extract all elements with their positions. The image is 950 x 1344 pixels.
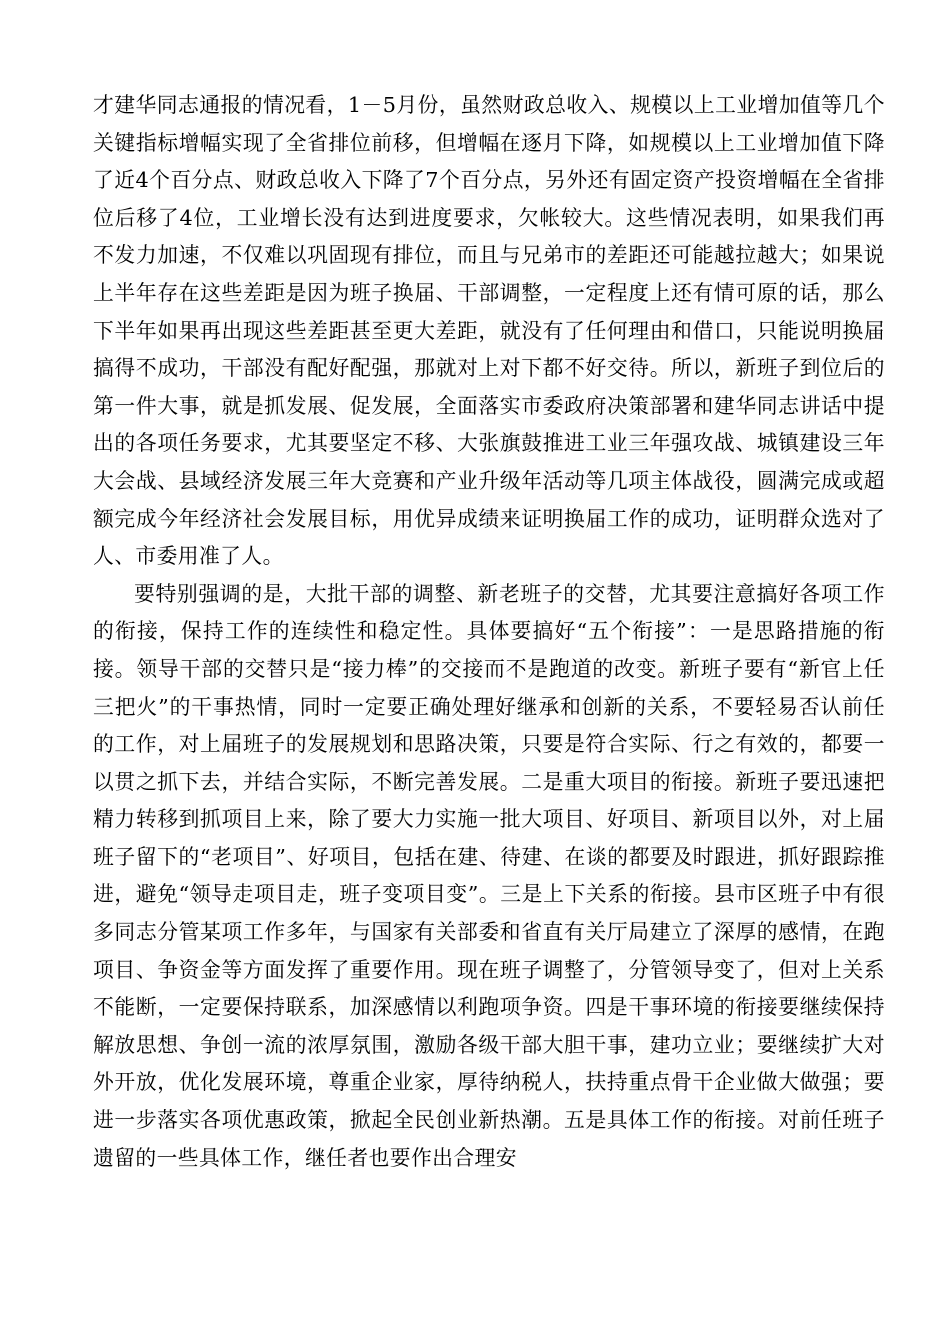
document-page bbox=[93, 87, 885, 1177]
body-paragraph-2: 要特别强调的是，大批干部的调整、新老班子的交替，尤其要注意搞好各项工作的衔接，保持工作的连续性和稳定性。具体要搞好“五个衔接”：一是思路措施的衔接。领导干部的交替只是“接力棒”的交接而不是跑道的改变。新班子要有“新官上任三把火”的干事热情，同时一定要正确处理好继承和创新的关系，不要轻易否认前任的工作，对上届班子的发展规划和思路决策，只要是符合实际、行之有效的，都要一以贯之抓下去，并结合实际，不断完善发展。二是重大项目的衔接。新班子要迅速把精力转移到抓项目上来，除了要大力实施一批大项目、好项目、新项目以外，对上届班子留下的“老项目”、好项目，包括在建、待建、在谈的都要及时跟进，抓好跟踪推进，避免“领导走项目走，班子变项目变”。三是上下关系的衔接。县市区班子中有很多同志分管某项工作多年，与国家有关部委和省直有关厅局建立了深厚的感情，在跑项目、争资金等方面发挥了重要作用。现在班子调整了，分管领导变了，但对上关系不能断，一定要保持联系，加深感情以利跑项争资。四是干事环境的衔接要继续保持解放思想、争创一流的浓厚氛围，激励各级干部大胆干事，建功立业；要继续扩大对外开放，优化发展环境，尊重企业家，厚待纳税人，扶持重点骨干企业做大做强；要进一步落实各项优惠政策，掀起全民创业新热潮。五是具体工作的衔接。对前任班子遗留的一些具体工作，继任者也要作出合理安 bbox=[93, 581, 885, 1170]
body-paragraph-1: 才建华同志通报的情况看，1－5月份，虽然财政总收入、规模以上工业增加值等几个关键指标增幅实现了全省排位前移，但增幅在逐月下降，如规模以上工业增加值下降了近4个百分点、财政总收入下降了7个百分点，另外还有固定资产投资增幅在全省排位后移了4位，工业增长没有达到进度要求，欠帐较大。这些情况表明，如果我们再不发力加速，不仅难以巩固现有排位，而且与兄弟市的差距还可能越拉越大；如果说上半年存在这些差距是因为班子换届、干部调整，一定程度上还有情可原的话，那么下半年如果再出现这些差距甚至更大差距，就没有了任何理由和借口，只能说明换届搞得不成功，干部没有配好配强，那就对上对下都不好交待。所以，新班子到位后的第一件大事，就是抓发展、促发展，全面落实市委政府决策部署和建华同志讲话中提出的各项任务要求，尤其要坚定不移、大张旗鼓推进工业三年强攻战、城镇建设三年大会战、县域经济发展三年大竞赛和产业升级年活动等几项主体战役，圆满完成或超额完成今年经济社会发展目标，用优异成绩来证明换届工作的成功，证明群众选对了人、市委用准了人。 bbox=[93, 93, 885, 569]
